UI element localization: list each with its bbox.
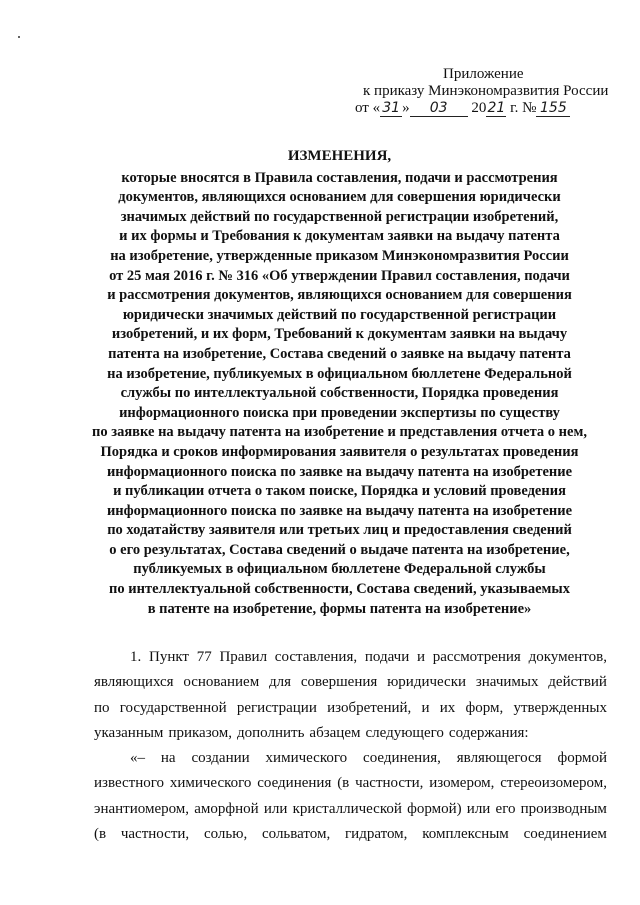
title-line: о его результатах, Состава сведений о выдаче патента на изобретение, [109, 541, 570, 558]
appendix-header [355, 66, 615, 117]
body-word: соединения, [363, 750, 441, 767]
body-word: его [495, 800, 516, 817]
title-text [72, 169, 607, 620]
heading: ИЗМЕНЕНИЯ, [287, 148, 392, 164]
body-line [94, 696, 607, 721]
title-line: службы по интеллектуальной собственности, Порядка проведения [120, 385, 559, 402]
body-word: комплексным [422, 826, 509, 843]
body-word: абзацем [309, 724, 361, 741]
title-line: по интеллектуальной собственности, Состава сведений, указываемых [109, 581, 570, 598]
body-word: являющегося [456, 750, 542, 767]
body-word: указанным [94, 724, 164, 741]
scan-speck [18, 36, 20, 38]
body-word: значимых [475, 674, 539, 691]
body-line [94, 797, 607, 822]
body-word: составления, [274, 649, 358, 665]
body-word: гидратом, [345, 826, 408, 843]
title-line: юридически значимых действий по государственной регистрации [122, 306, 557, 323]
body-word: формой [557, 750, 607, 767]
title-line: информационного поиска по заявке на выдачу патента на изобретение [106, 463, 573, 480]
body-word: известного [94, 775, 164, 792]
body-word: и [421, 699, 430, 716]
body-word: или [263, 800, 288, 817]
appendix-date-line [355, 100, 615, 117]
body-word: для [268, 674, 292, 691]
handwritten-year: 21 [487, 100, 506, 116]
body-word: энантиомером, [94, 800, 190, 817]
body-word: производным [520, 800, 607, 817]
body-word: кристаллической [292, 800, 402, 817]
year-prefix: 20 [471, 100, 487, 116]
title-line: значимых действий по государственной регистрации изобретений, [120, 208, 559, 225]
body-word: их [439, 699, 456, 716]
body-word: и [416, 649, 425, 665]
body-word: регистрации [236, 699, 317, 716]
title-line: на изобретение, утвержденные приказом Минэкономразвития России [110, 247, 569, 264]
body-word: (в [337, 775, 350, 792]
body-word: создании [191, 750, 250, 767]
body-word: химического [265, 750, 348, 767]
appendix-order-ref: к приказу Минэкономразвития России [363, 83, 609, 99]
body-word: рассмотрения [432, 649, 521, 665]
body-word: 1. [130, 649, 142, 665]
body-word: Правил [219, 649, 268, 665]
body-line [94, 771, 607, 796]
date-prefix: от « [355, 100, 381, 116]
body-line [94, 822, 607, 847]
body-text [94, 645, 607, 847]
body-word: формой) [407, 800, 462, 817]
body-word: частности, [355, 775, 424, 792]
body-word: подачи [364, 649, 410, 665]
title-line: информационного поиска при проведении экспертизы по существу [119, 404, 560, 421]
body-word: следующего [365, 724, 444, 741]
title-line: информационного поиска по заявке на выдачу патента на изобретение [106, 502, 573, 519]
body-word: действий [548, 674, 607, 691]
handwritten-day: 31 [380, 101, 402, 117]
body-word: основанием [183, 674, 260, 691]
handwritten-month: 03 [410, 101, 468, 117]
body-word: дополнить [237, 724, 305, 741]
body-word: совершения [300, 674, 378, 691]
body-word: сольватом, [261, 826, 331, 843]
body-word: форм, [465, 699, 504, 716]
title-line: патента на изобретение, Состава сведений о заявке на выдачу патента [108, 345, 571, 362]
body-word: являющихся [94, 674, 174, 691]
body-word: соединения [257, 775, 332, 792]
body-word: приказом, [168, 724, 233, 741]
document-title [72, 147, 607, 619]
title-line: на изобретение, публикуемых в официальном бюллетене Федеральной [107, 365, 572, 382]
body-word: на [160, 750, 176, 767]
body-word: химического [169, 775, 252, 792]
body-word: изобретений, [327, 699, 412, 716]
body-word: государственной [119, 699, 227, 716]
body-line [94, 721, 607, 746]
body-word: стереоизомером, [500, 775, 607, 792]
body-line [94, 670, 607, 695]
title-line: изобретений, и их форм, Требований к документам заявки на выдачу [111, 326, 568, 343]
title-line: публикуемых в официальном бюллетене Федеральной службы [133, 561, 546, 578]
body-word: изомером, [429, 775, 495, 792]
quote-close: » [402, 100, 410, 116]
body-word: соединением [523, 826, 607, 843]
title-line: и публикации отчета о таком поиске, Порядка и условий проведения [113, 483, 566, 500]
title-line: которые вносятся в Правила составления, подачи и рассмотрения [121, 169, 558, 186]
body-word: или [466, 800, 491, 817]
body-word: 77 [196, 649, 212, 665]
body-word: частности, [120, 826, 190, 843]
body-word: (в [94, 826, 107, 843]
body-word: аморфной [194, 800, 259, 817]
title-line: от 25 мая 2016 г. № 316 «Об утверждении Правил составления, подачи [109, 267, 570, 284]
body-line [94, 746, 607, 771]
number-prefix: г. № [510, 100, 537, 116]
body-word: юридически [387, 674, 467, 691]
appendix-title: Приложение [443, 66, 524, 82]
title-line: и их формы и Требования к документам заявки на выдачу патента [119, 228, 560, 245]
body-word: утвержденных [513, 699, 607, 716]
title-line: документов, являющихся основанием для совершения юридически [118, 189, 561, 206]
title-line: в патенте на изобретение, формы патента на изобретение» [147, 600, 532, 617]
title-line: по ходатайству заявителя или третьих лиц и предоставления сведений [107, 522, 572, 539]
body-word: документов, [528, 649, 607, 665]
body-word: содержания: [448, 724, 529, 741]
body-word: солью, [203, 826, 248, 843]
body-word: «– [130, 750, 145, 767]
body-word: по [94, 699, 110, 716]
handwritten-order-number: 155 [536, 101, 570, 117]
title-line: по заявке на выдачу патента на изобретение и представления отчета о нем, [92, 424, 587, 441]
title-line: и рассмотрения документов, являющихся основанием для совершения [107, 287, 572, 304]
body-word: Пункт [148, 649, 189, 665]
body-line [94, 645, 607, 670]
title-line: Порядка и сроков информирования заявителя о результатах проведения [100, 443, 579, 460]
